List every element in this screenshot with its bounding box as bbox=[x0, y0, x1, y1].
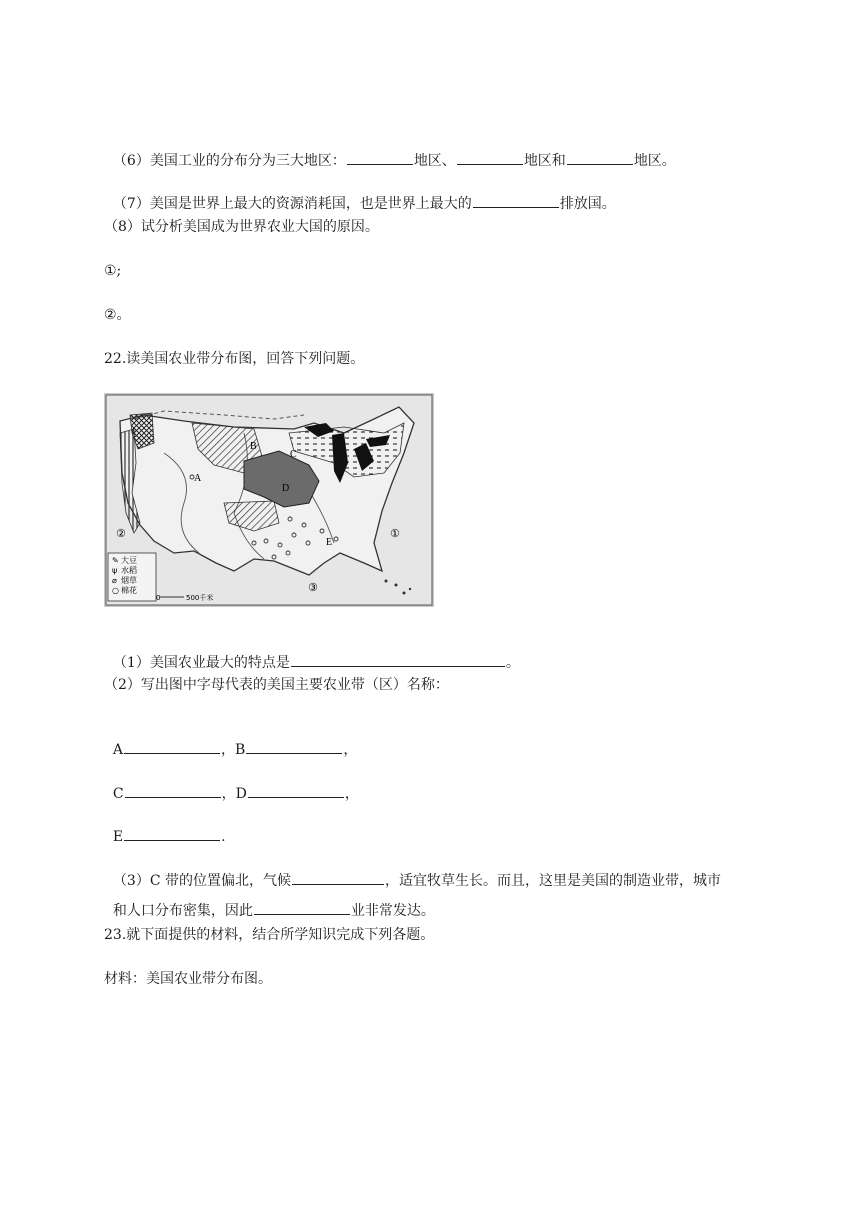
label-3: ③ bbox=[308, 581, 318, 594]
q22-part3-line2: 和人口分布密集，因此 业非常发达。 bbox=[104, 880, 435, 921]
question-7: （7）美国是世界上最大的资源消耗国，也是世界上最大的 排放国。 bbox=[104, 173, 616, 214]
legend-tobacco: 烟草 bbox=[121, 576, 137, 585]
q22-part2: （2）写出图中字母代表的美国主要农业带（区）名称： bbox=[104, 677, 449, 693]
answer-blank-C[interactable] bbox=[125, 783, 221, 798]
question-8: （8）试分析美国成为世界农业大国的原因。 bbox=[104, 219, 379, 235]
answer-blank[interactable] bbox=[567, 150, 633, 165]
scale-zero: 0 bbox=[156, 594, 161, 602]
answer-row-E: E . bbox=[104, 806, 226, 847]
legend-rice: 水稻 bbox=[121, 566, 137, 575]
answer-blank[interactable] bbox=[457, 150, 523, 165]
legend-tobacco-icon: ⌀ bbox=[112, 576, 117, 585]
scale-label: 500千米 bbox=[186, 594, 214, 602]
label-E: E bbox=[326, 537, 333, 548]
legend-soybean: 大豆 bbox=[121, 556, 137, 565]
answer-blank[interactable] bbox=[291, 652, 505, 667]
answer-blank[interactable] bbox=[473, 193, 559, 208]
legend-cotton-icon: ○ bbox=[112, 586, 119, 595]
legend-cotton: 棉花 bbox=[121, 586, 137, 595]
question-6: （6）美国工业的分布分为三大地区： 地区、 地区和 地区。 bbox=[104, 130, 676, 171]
answer-blank-D[interactable] bbox=[248, 783, 344, 798]
reason-2: ②。 bbox=[104, 307, 131, 323]
answer-blank-B[interactable] bbox=[246, 739, 342, 754]
legend-soybean-icon: ✎ bbox=[112, 556, 119, 565]
reason-1: ①; bbox=[104, 263, 122, 279]
answer-row-CD: C ，D ， bbox=[104, 763, 359, 804]
legend-rice-icon: ψ bbox=[112, 566, 118, 575]
label-C: C bbox=[290, 449, 297, 460]
label-A: A bbox=[194, 473, 202, 484]
q23-material: 材料：美国农业带分布图。 bbox=[104, 971, 272, 987]
q22-part3: （3）C 带的位置偏北，气候 ，适宜牧草生长。而且，这里是美国的制造业带，城市 bbox=[104, 850, 721, 891]
answer-blank[interactable] bbox=[347, 150, 413, 165]
answer-blank-E[interactable] bbox=[124, 826, 220, 841]
label-D: D bbox=[282, 483, 290, 494]
q22-part1: （1）美国农业最大的特点是 。 bbox=[104, 632, 520, 673]
us-agriculture-belt-map bbox=[104, 393, 434, 607]
answer-blank[interactable] bbox=[254, 900, 350, 915]
label-2: ② bbox=[116, 527, 126, 540]
question-22-title: 22.读美国农业带分布图，回答下列问题。 bbox=[104, 351, 365, 367]
label-1: ① bbox=[390, 527, 400, 540]
label-B: B bbox=[250, 441, 257, 452]
answer-row-AB: A ，B ， bbox=[104, 719, 357, 760]
question-23-title: 23.就下面提供的材料，结合所学知识完成下列各题。 bbox=[104, 927, 435, 943]
answer-blank-A[interactable] bbox=[124, 739, 220, 754]
